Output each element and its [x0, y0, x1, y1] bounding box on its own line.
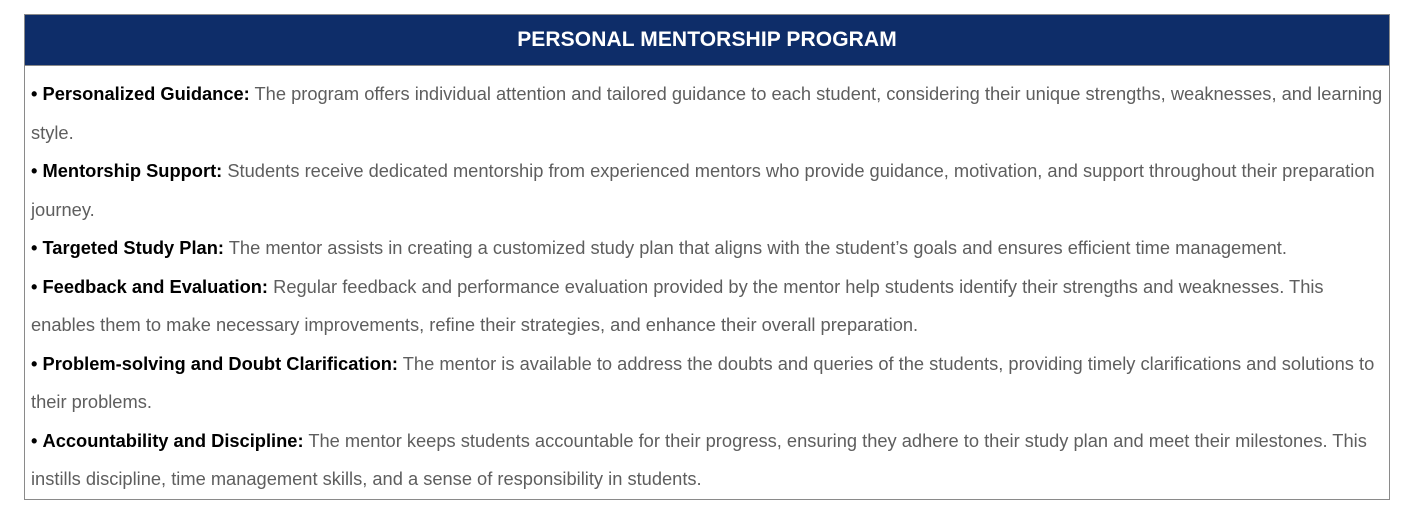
list-item-problem-solving [31, 345, 1383, 422]
item-heading: Targeted Study Plan: [42, 237, 224, 258]
bullet: • [31, 83, 38, 104]
bullet: • [31, 429, 38, 451]
item-text: The mentor keeps students accountable for their progress, ensuring they adhere to their study plan and meet their milestones. This instills discipline, time management skills, and a sense of responsibility in students. [31, 429, 1367, 489]
item-heading: Feedback and Evaluation: [42, 275, 269, 297]
feature-list [25, 66, 1389, 499]
bullet: • [31, 160, 38, 181]
list-item-targeted-study-plan [31, 229, 1383, 268]
item-text: The mentor assists in creating a customized study plan that aligns with the student’s goals and ensures efficient time management. [228, 237, 1287, 258]
list-item-accountability [31, 422, 1383, 499]
bullet: • [31, 352, 38, 374]
item-heading: Mentorship Support: [42, 160, 223, 181]
item-text: Regular feedback and performance evaluation provided by the mentor help students identify their strengths and weaknesses. This enables them to make necessary improvements, refine their strategies, and enhance their overall preparation. [31, 275, 1324, 335]
item-heading: Problem-solving and Doubt Clarification: [42, 352, 398, 374]
item-heading: Personalized Guidance: [42, 83, 250, 104]
bullet: • [31, 237, 38, 258]
list-item-feedback-evaluation [31, 268, 1383, 345]
item-text: The program offers individual attention and tailored guidance to each student, considering their unique strengths, weaknesses, and learning style. [31, 83, 1383, 143]
item-heading: Accountability and Discipline: [42, 429, 304, 451]
list-item-personalized-guidance [31, 75, 1383, 152]
item-text: The mentor is available to address the doubts and queries of the students, providing timely clarifications and solutions to their problems. [31, 352, 1375, 412]
card-header [25, 15, 1389, 66]
list-item-mentorship-support [31, 152, 1383, 229]
mentorship-card [24, 14, 1390, 500]
page-title: PERSONAL MENTORSHIP PROGRAM [517, 28, 897, 51]
item-text: Students receive dedicated mentorship from experienced mentors who provide guidance, motivation, and support throughout their preparation journey. [31, 160, 1375, 220]
bullet: • [31, 275, 38, 297]
